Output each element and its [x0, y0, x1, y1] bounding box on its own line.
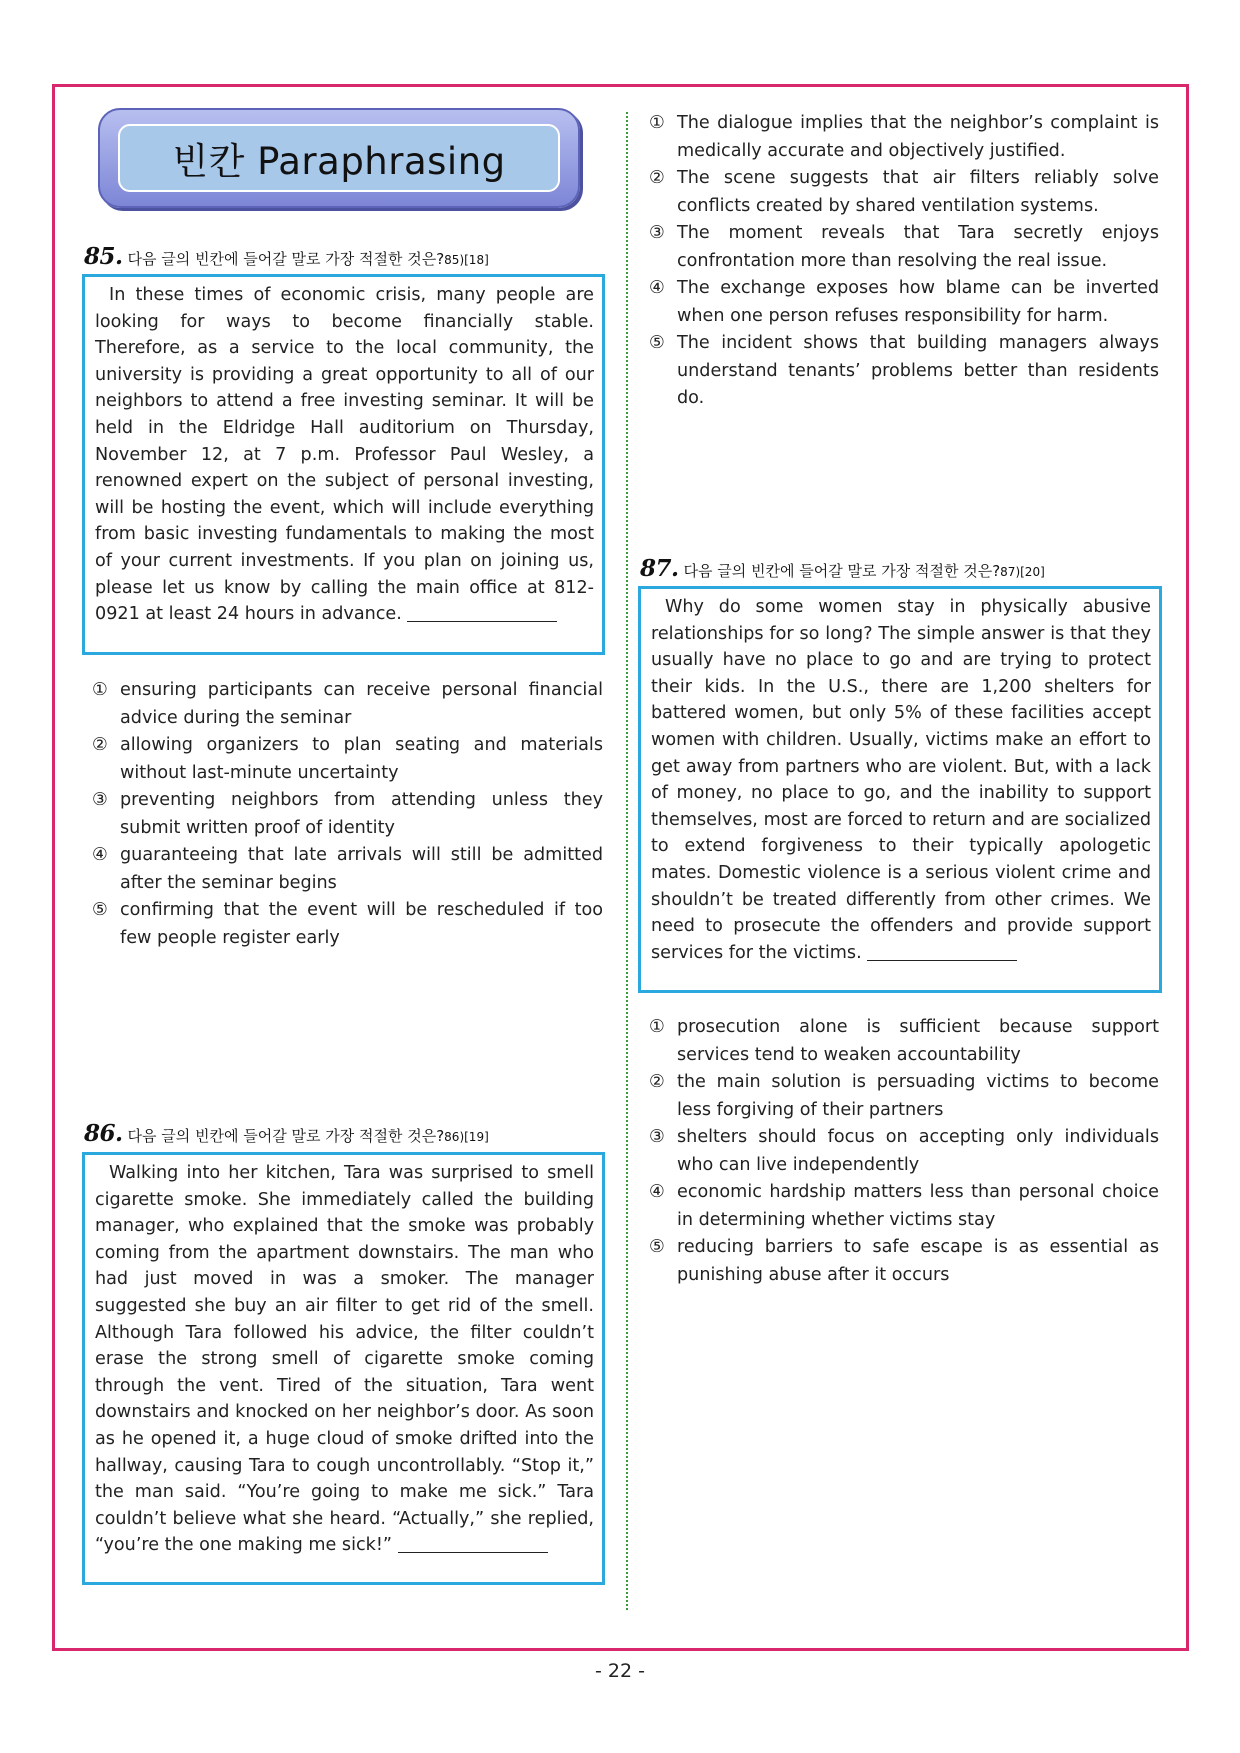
question-ref: 85)[18] [444, 253, 489, 267]
question-85-header [84, 243, 489, 270]
choice-item[interactable] [92, 897, 603, 952]
question-instruction: 다음 글의 빈칸에 들어갈 말로 가장 적절한 것은? [683, 562, 1001, 580]
choice-text: confirming that the event will be rescheduled if too few people register early [120, 900, 603, 948]
choice-text: allowing organizers to plan seating and materials without last-minute uncertainty [120, 735, 603, 783]
choice-item[interactable] [92, 787, 603, 842]
choice-text: reducing barriers to safe escape is as essential as punishing abuse after it occurs [677, 1237, 1159, 1285]
choice-text: preventing neighbors from attending unless they submit written proof of identity [120, 790, 603, 838]
question-86-passage [82, 1152, 605, 1585]
answer-blank [398, 1536, 548, 1554]
choice-text: ensuring participants can receive personal financial advice during the seminar [120, 680, 603, 728]
choice-mark: ② [92, 735, 108, 755]
choice-mark: ① [649, 1017, 665, 1037]
choice-item[interactable] [92, 842, 603, 897]
choice-text: shelters should focus on accepting only individuals who can live independently [677, 1127, 1159, 1175]
answer-blank [867, 943, 1017, 961]
passage-text: Why do some women stay in physically abusive relationships for so long? The simple answer is that they usually have no place to go and are trying to protect their kids. In the U.S., there are 1,200 shelters for battered women, but only 5% of these facilities accept women with children. Usually, victims make an effort to get away from partners who are violent. But, with a lack of money, no place to go, and the inability to support themselves, most are forced to return and are socialized to extend forgiveness to their typically apologetic mates. Domestic violence is a serious violent crime and shouldn’t be treated differently from other crimes. We need to prosecute the offenders and provide support services for the victims. [651, 597, 1151, 963]
question-number: 87. [640, 555, 679, 582]
choice-item[interactable] [649, 110, 1159, 165]
section-title-banner [98, 108, 580, 208]
choice-text: the main solution is persuading victims to become less forgiving of their partners [677, 1072, 1159, 1120]
choice-mark: ④ [649, 278, 665, 298]
choice-text: The scene suggests that air filters reliably solve conflicts created by shared ventilation systems. [677, 168, 1159, 216]
question-instruction: 다음 글의 빈칸에 들어갈 말로 가장 적절한 것은? [127, 250, 445, 268]
choice-mark: ③ [649, 223, 665, 243]
column-divider [626, 112, 628, 1610]
question-87-header [640, 555, 1045, 582]
choice-text: guaranteeing that late arrivals will still be admitted after the seminar begins [120, 845, 603, 893]
passage-text: Walking into her kitchen, Tara was surprised to smell cigarette smoke. She immediately called the building manager, who explained that the smoke was probably coming from the apartment downstairs. The man who had just moved in was a smoker. The manager suggested she buy an air filter to get rid of the smell. Although Tara followed his advice, the filter couldn’t erase the strong smell of cigarette smoke coming through the vent. Tired of the situation, Tara went downstairs and knocked on her neighbor’s door. As soon as he opened it, a huge cloud of smoke drifted into the hallway, causing Tara to cough uncontrollably. “Stop it,” the man said. “You’re going to make me sick.” Tara couldn’t believe what she heard. “Actually,” she replied, “you’re the one making me sick!” [95, 1163, 594, 1556]
question-85-passage [82, 274, 605, 655]
choice-item[interactable] [649, 1069, 1159, 1124]
question-instruction: 다음 글의 빈칸에 들어갈 말로 가장 적절한 것은? [127, 1127, 445, 1145]
choice-mark: ④ [649, 1182, 665, 1202]
choice-text: prosecution alone is sufficient because support services tend to weaken accountability [677, 1017, 1159, 1065]
choice-mark: ③ [649, 1127, 665, 1147]
choice-item[interactable] [649, 1179, 1159, 1234]
passage-text: In these times of economic crisis, many people are looking for ways to become financially stable. Therefore, as a service to the local community, the university is providing a great opportunity to all of our neighbors to attend a free investing seminar. It will be held in the Eldridge Hall auditorium on Thursday, November 12, at 7 p.m. Professor Paul Wesley, a renowned expert on the subject of personal investing, will be hosting the event, which will include everything from basic investing fundamentals to making the most of your current investments. If you plan on joining us, please let us know by calling the main office at 812-0921 at least 24 hours in advance. [95, 285, 594, 625]
page-number: - 22 - [595, 1660, 645, 1682]
question-85-choices [92, 677, 603, 952]
choice-mark: ② [649, 168, 665, 188]
choice-item[interactable] [649, 330, 1159, 413]
choice-text: The incident shows that building managers always understand tenants’ problems better than residents do. [677, 333, 1159, 408]
question-87-passage [638, 586, 1162, 993]
choice-item[interactable] [649, 275, 1159, 330]
question-number: 85. [84, 243, 123, 270]
choice-item[interactable] [92, 732, 603, 787]
choice-mark: ⑤ [649, 1237, 665, 1257]
question-87-choices [649, 1014, 1159, 1289]
section-title-inner [118, 124, 560, 192]
choice-item[interactable] [649, 220, 1159, 275]
choice-item[interactable] [649, 1234, 1159, 1289]
choice-mark: ③ [92, 790, 108, 810]
question-86-choices [649, 110, 1159, 413]
choice-mark: ⑤ [649, 333, 665, 353]
choice-text: economic hardship matters less than personal choice in determining whether victims stay [677, 1182, 1159, 1230]
choice-item[interactable] [649, 1014, 1159, 1069]
choice-mark: ① [92, 680, 108, 700]
choice-mark: ① [649, 113, 665, 133]
choice-item[interactable] [92, 677, 603, 732]
choice-text: The moment reveals that Tara secretly enjoys confrontation more than resolving the real issue. [677, 223, 1159, 271]
question-number: 86. [84, 1120, 123, 1147]
answer-blank [407, 605, 557, 623]
choice-text: The exchange exposes how blame can be inverted when one person refuses responsibility for harm. [677, 278, 1159, 326]
choice-mark: ⑤ [92, 900, 108, 920]
section-title: 빈칸 Paraphrasing [172, 140, 506, 183]
choice-text: The dialogue implies that the neighbor’s complaint is medically accurate and objectively justified. [677, 113, 1159, 161]
question-ref: 86)[19] [444, 1130, 489, 1144]
choice-item[interactable] [649, 165, 1159, 220]
question-ref: 87)[20] [1000, 565, 1045, 579]
choice-item[interactable] [649, 1124, 1159, 1179]
choice-mark: ② [649, 1072, 665, 1092]
choice-mark: ④ [92, 845, 108, 865]
question-86-header [84, 1120, 489, 1147]
